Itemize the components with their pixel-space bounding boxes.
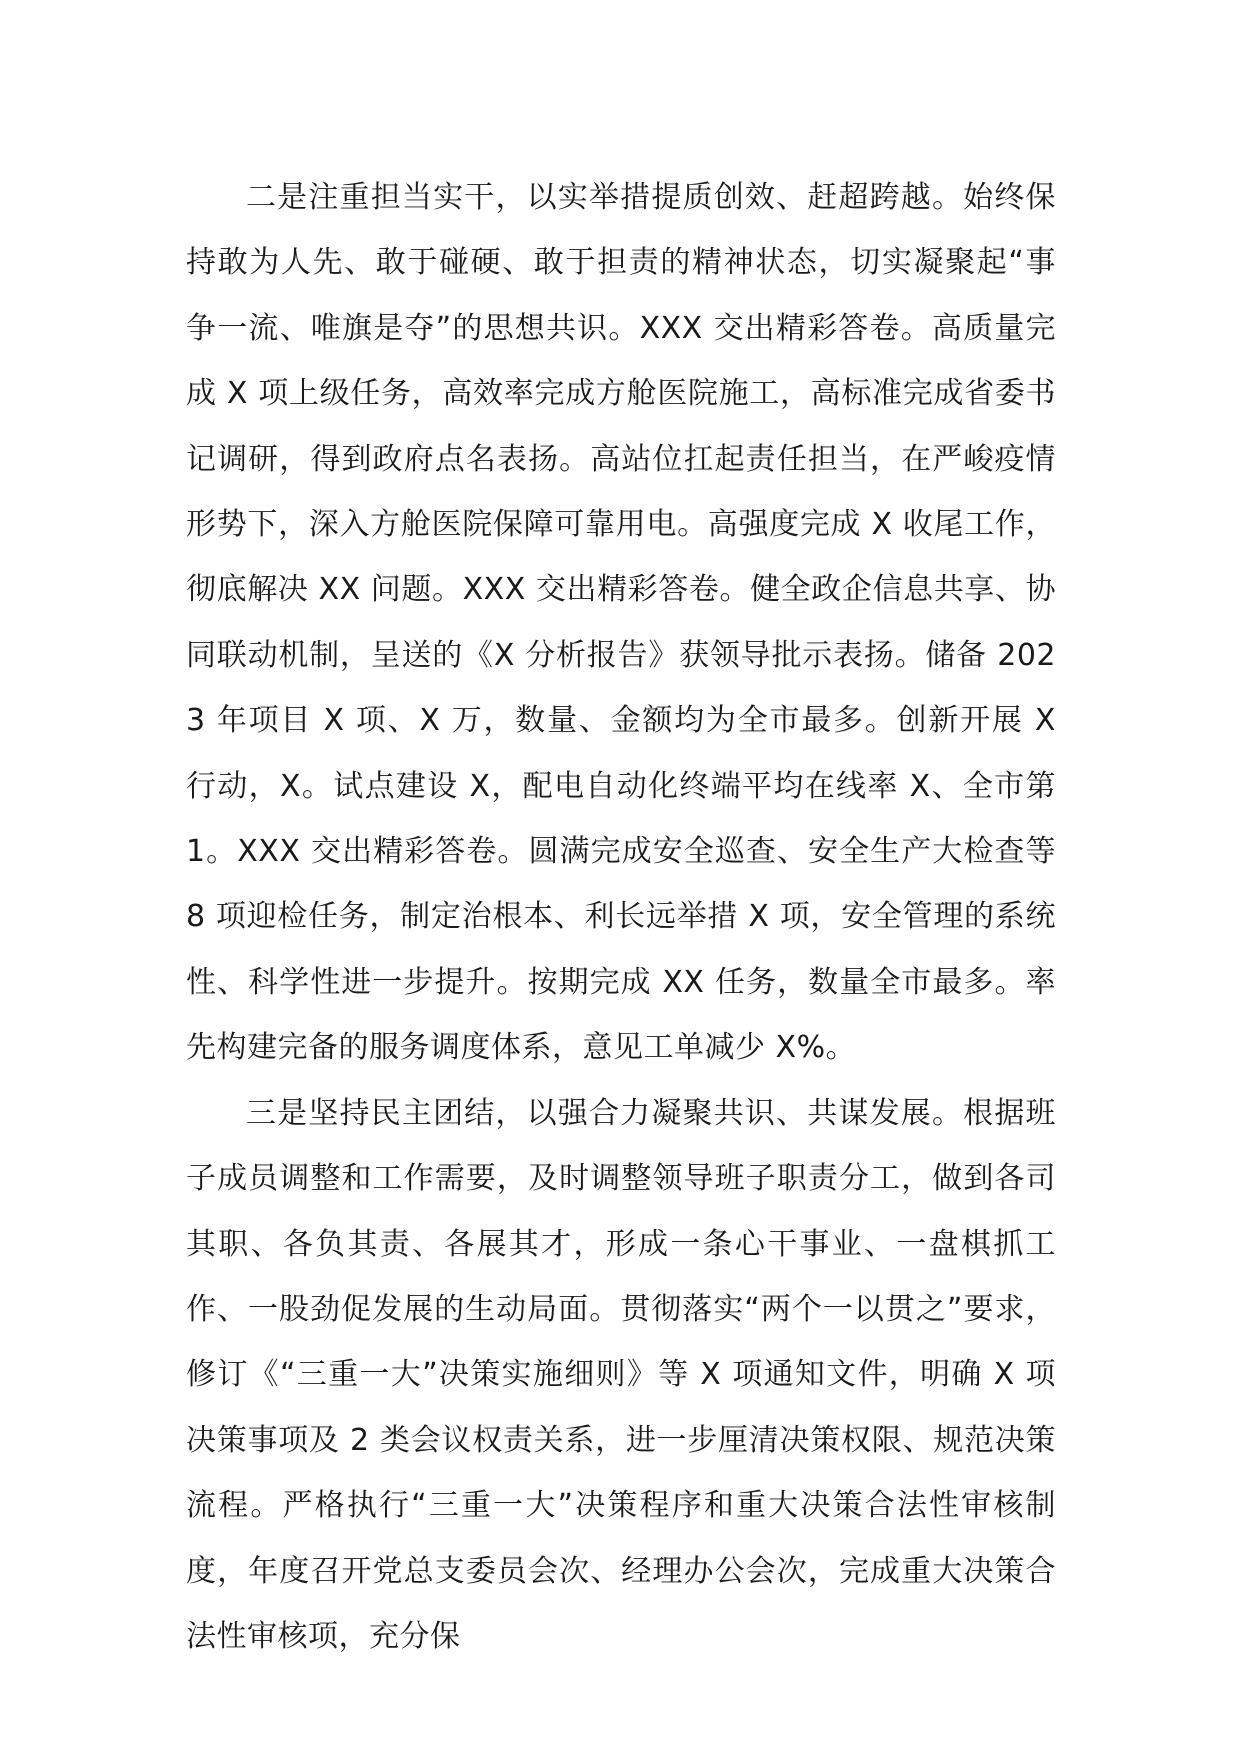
paragraph-responsibility: 二是注重担当实干，以实举措提质创效、赶超跨越。始终保持敢为人先、敢于碰硬、敢于担责的精神状态，切实凝聚起“事争一流、唯旗是夺”的思想共识。XXX 交出精彩答卷。高质量完成 X 项上级任务，高效率完成方舱医院施工，高标准完成省委书记调研，得到政府点名表扬。高站位扛起责任担当，在严峻疫情形势下，深入方舱医院保障可靠用电。高强度完成 X 收尾工作，彻底解决 XX 问题。XXX 交出精彩答卷。健全政企信息共享、协同联动机制，呈送的《X 分析报告》获领导批示表扬。储备 2023 年项目 X 项、X 万，数量、金额均为全市最多。创新开展 X 行动，X。试点建设 X，配电自动化终端平均在线率 X、全市第 1。XXX 交出精彩答卷。圆满完成安全巡查、安全生产大检查等 8 项迎检任务，制定治根本、利长远举措 X 项，安全管理的系统性、科学性进一步提升。按期完成 XX 任务，数量全市最多。率先构建完备的服务调度体系，意见工单减少 X%。 [186, 180, 1056, 1066]
paragraph-democratic-unity: 三是坚持民主团结，以强合力凝聚共识、共谋发展。根据班子成员调整和工作需要，及时调整领导班子职责分工，做到各司其职、各负其责、各展其才，形成一条心干事业、一盘棋抓工作、一股劲促发展的生动局面。贯彻落实“两个一以贯之”要求，修订《“三重一大”决策实施细则》等 X 项通知文件，明确 X 项决策事项及 2 类会议权责关系，进一步厘清决策权限、规范决策流程。严格执行“三重一大”决策程序和重大决策合法性审核制度，年度召开党总支委员会次、经理办公会次，完成重大决策合法性审核项，充分保 [186, 1095, 1056, 1654]
document-body [186, 165, 1056, 1669]
